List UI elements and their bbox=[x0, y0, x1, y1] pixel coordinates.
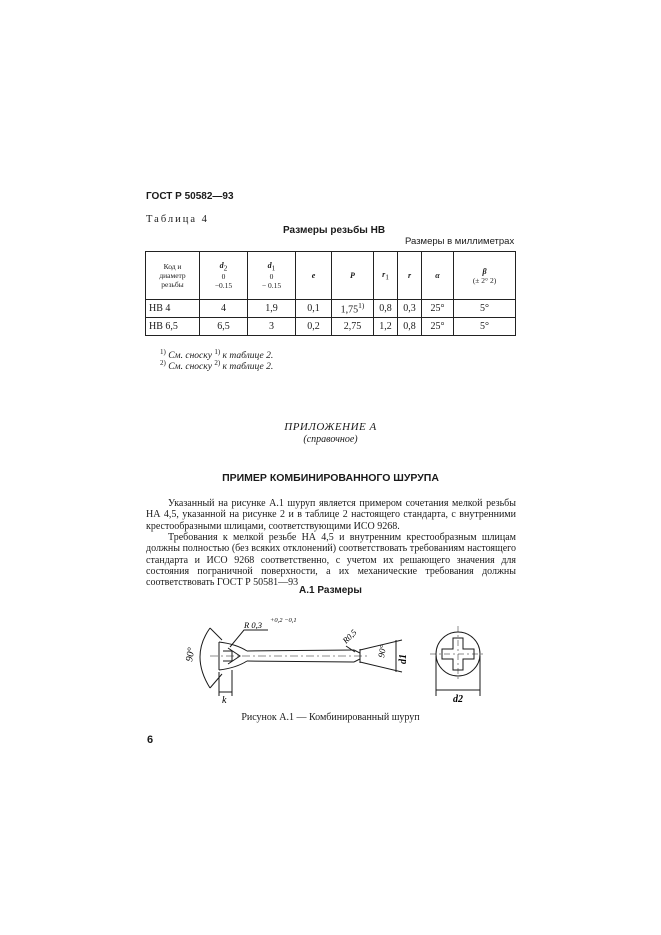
header-beta-tol: (± 2° bbox=[472, 275, 489, 285]
appendix-subtitle: (справочное) bbox=[303, 434, 358, 445]
header-beta-symbol: β bbox=[482, 266, 487, 276]
header-beta-note: 2) bbox=[489, 275, 497, 285]
screw-drawing bbox=[170, 600, 500, 705]
cell-p-footnote: 1) bbox=[358, 301, 365, 311]
header-beta bbox=[454, 252, 516, 300]
footnote-mark: 1) bbox=[160, 348, 166, 356]
d2-label: d2 bbox=[453, 694, 463, 705]
angle-arc bbox=[200, 628, 210, 688]
header-r1 bbox=[374, 252, 398, 300]
cell-beta: 5° bbox=[454, 300, 516, 318]
cell-beta: 5° bbox=[454, 318, 516, 336]
cell-r1: 1,2 bbox=[374, 318, 398, 336]
header-d1-tol-bot: − 0.15 bbox=[261, 281, 282, 291]
table-label bbox=[146, 214, 207, 225]
cell-d2: 4 bbox=[200, 300, 248, 318]
radius-shank-label: R0,5 bbox=[340, 627, 359, 646]
angle2-label: 90° bbox=[376, 644, 389, 659]
header-d2-tol-top: 0 bbox=[221, 272, 226, 282]
header-code bbox=[146, 252, 200, 300]
cell-p-value: 1,75 bbox=[340, 304, 359, 316]
footnote-mark: 2) bbox=[160, 359, 166, 367]
header-r1-sub: 1 bbox=[385, 272, 389, 282]
cell-e: 0,1 bbox=[296, 300, 332, 318]
radius-head-leader bbox=[230, 630, 268, 647]
cell-alpha: 25° bbox=[422, 318, 454, 336]
cell-code: НВ 4 bbox=[146, 300, 200, 318]
cell-code: НВ 6,5 bbox=[146, 318, 200, 336]
angle-leader-top bbox=[210, 628, 222, 640]
radius-head-label: R 0,3 bbox=[244, 620, 262, 630]
angle-leader-bottom bbox=[210, 674, 222, 688]
angle-label: 90° bbox=[184, 646, 198, 663]
header-d1-tol-top: 0 bbox=[269, 272, 274, 282]
header-code-line: Код и bbox=[163, 262, 182, 271]
header-code-line: диаметр bbox=[159, 271, 186, 280]
header-e-symbol: e bbox=[311, 271, 316, 280]
header-p-symbol: P bbox=[350, 271, 355, 280]
cell-p-value: 2,75 bbox=[343, 321, 362, 332]
d1-label: d1 bbox=[398, 654, 409, 664]
radius-head-tolerance: +0,2 −0,1 bbox=[270, 617, 297, 624]
cell-d2: 6,5 bbox=[200, 318, 248, 336]
footnote-ref: 2) bbox=[214, 359, 221, 367]
paragraph-1: Указанный на рисунке А.1 шуруп является примером сочетания мелкой резьбы НА 4,5, указанной на рисунке 2 и в таблице 2 настоящего стандарта, с внутренними крестообразными шлицами, соответствующими ИСО 9268. bbox=[146, 498, 516, 532]
header-e bbox=[296, 252, 332, 300]
header-d1 bbox=[248, 252, 296, 300]
cell-r: 0,8 bbox=[398, 318, 422, 336]
table-label-number: 4 bbox=[201, 214, 207, 225]
head-bottom-edge bbox=[219, 661, 247, 670]
footnote-ref: 1) bbox=[214, 348, 221, 356]
header-alpha bbox=[422, 252, 454, 300]
shank-bottom-edge bbox=[247, 661, 354, 662]
cell-r: 0,3 bbox=[398, 300, 422, 318]
table-row bbox=[146, 318, 516, 336]
header-r-symbol: r bbox=[407, 271, 412, 280]
table-row bbox=[146, 300, 516, 318]
paragraph-2: Требования к мелкой резьбе НА 4,5 и внутренним крестообразным шлицам должны полностью (без всяких отклонений) соответствовать требованиям настоящего стандарта и ИСО 9268 соответственно, с учетом их решающего значения для состояния пограничной поверхности, а их механические требования должны соответствовать ГОСТ Р 50581—93 bbox=[146, 532, 516, 589]
footnote bbox=[160, 359, 273, 372]
footnote-tail: к таблице 2. bbox=[222, 362, 274, 373]
k-label: k bbox=[222, 695, 227, 705]
cell-p bbox=[332, 300, 374, 318]
cell-d1: 3 bbox=[248, 318, 296, 336]
header-d2-tol-bot: −0.15 bbox=[214, 281, 233, 291]
header-d1-sub: 1 bbox=[271, 263, 276, 273]
table-title: Размеры резьбы НВ bbox=[283, 225, 386, 236]
header-d2-symbol: d bbox=[219, 260, 224, 270]
footnote-tail: к таблице 2. bbox=[222, 351, 274, 362]
standard-header: ГОСТ Р 50582—93 bbox=[146, 191, 234, 202]
table-units: Размеры в миллиметрах bbox=[405, 236, 515, 247]
thread-dimensions-table bbox=[145, 251, 516, 336]
header-p bbox=[332, 252, 374, 300]
end-view-centerlines bbox=[430, 626, 486, 682]
table-label-word: Таблица bbox=[146, 214, 198, 225]
header-alpha-symbol: α bbox=[435, 271, 440, 280]
table-header-row bbox=[146, 252, 516, 300]
shank-top-edge bbox=[247, 650, 354, 651]
cell-alpha: 25° bbox=[422, 300, 454, 318]
header-code-line: резьбы bbox=[161, 280, 184, 289]
section-heading: А.1 Размеры bbox=[299, 585, 362, 596]
header-r1-symbol: r bbox=[382, 269, 386, 279]
cell-r1: 0,8 bbox=[374, 300, 398, 318]
header-d2 bbox=[200, 252, 248, 300]
cell-p bbox=[332, 318, 374, 336]
header-d1-symbol: d bbox=[267, 260, 272, 270]
footnote-text: См. сноску bbox=[168, 362, 212, 373]
header-r bbox=[398, 252, 422, 300]
cell-e: 0,2 bbox=[296, 318, 332, 336]
header-d2-sub: 2 bbox=[223, 263, 228, 273]
appendix-heading: ПРИМЕР КОМБИНИРОВАННОГО ШУРУПА bbox=[222, 472, 439, 484]
page-number: 6 bbox=[147, 734, 154, 746]
cell-d1: 1,9 bbox=[248, 300, 296, 318]
figure-caption: Рисунок А.1 — Комбинированный шуруп bbox=[241, 712, 420, 723]
footnote-text: См. сноску bbox=[168, 351, 212, 362]
radius-shank-leader bbox=[346, 646, 355, 652]
appendix-title: ПРИЛОЖЕНИЕ А bbox=[284, 421, 377, 433]
